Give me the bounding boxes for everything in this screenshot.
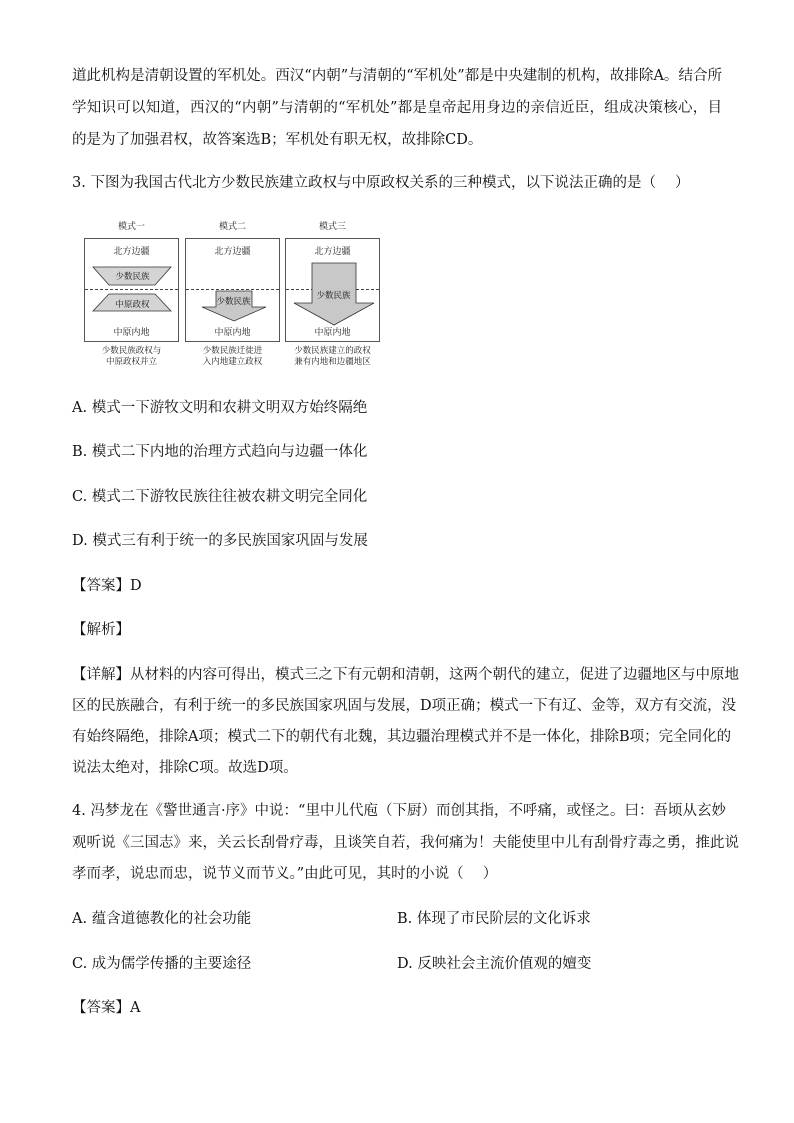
option-c: C. 模式二下游牧民族往往被农耕文明完全同化 [72,489,368,505]
question-4-stem: 观听说《三国志》来，关云长刮骨疗毒，且谈笑自若，我何痛为！夫能使里中儿有刮骨疗毒之勇，推此说 [72,835,739,851]
question-3-stem: 3. 下图为我国古代北方少数民族建立政权与中原政权关系的三种模式，以下说法正确的是（ ） [72,175,690,191]
detail-line: 说法太绝对，排除C项。故选D项。 [72,760,298,776]
arrow-label-central: 中原政权 [115,300,150,310]
text-line: 学知识可以知道，西汉的“内朝”与清朝的“军机处”都是皇帝起用身边的亲信近臣，组成决策核心，目 [72,100,722,116]
option-d: D. 模式三有利于统一的多民族国家巩固与发展 [72,533,368,549]
heartland-label: 中原内地 [314,328,351,338]
option-a: A. 蕴含道德教化的社会功能 [72,911,252,927]
detail-line: 有始终隔绝，排除A项；模式二下的朝代有北魏，其边疆治理模式并不是一体化，排除B项；完全同化的 [72,729,732,745]
mode-caption-1: 少数民族政权与 中原政权并立 [101,346,162,367]
answer-tag: 【答案】 [72,578,130,594]
mode-title-3: 模式三 [318,222,346,232]
answer-tag: 【答案】 [72,1000,130,1016]
analysis-tag: 【解析】 [72,622,130,638]
answer-line [72,576,142,596]
question-4-stem: 4. 冯梦龙在《警世通言·序》中说：“里中儿代庖（下厨）而创其指，不呼痛，或怪之。曰：吾顷从玄妙 [72,803,726,819]
heartland-label: 中原内地 [214,328,251,338]
frontier-label: 北方边疆 [214,247,251,257]
option-a: A. 模式一下游牧文明和农耕文明双方始终隔绝 [72,400,368,416]
frontier-label: 北方边疆 [113,247,150,257]
detail-line: 区的民族融合，有利于统一的多民族国家巩固与发展，D项正确；模式一下有辽、金等，双方有交流，没 [72,698,737,714]
mode-title-2: 模式二 [218,222,246,232]
option-c: C. 成为儒学传播的主要途径 [72,956,252,972]
mode-title-1: 模式一 [117,222,145,232]
option-b: B. 体现了市民阶层的文化诉求 [397,911,591,927]
answer-value: A [130,1000,141,1016]
mode-caption-2: 少数民族迁徙进 入内地建立政权 [202,346,263,367]
arrow-label-minority: 少数民族 [216,297,251,307]
mode-panel-1 [84,238,179,342]
text-line: 道此机构是清朝设置的军机处。西汉“内朝”与清朝的“军机处”都是中央建制的机构，故排除A。结合所 [72,68,722,84]
option-d: D. 反映社会主流价值观的嬗变 [397,956,592,972]
frontier-label: 北方边疆 [314,247,351,257]
arrow-label-minority: 少数民族 [316,291,351,301]
mode-panel-3 [285,238,380,342]
option-b: B. 模式二下内地的治理方式趋向与边疆一体化 [72,444,368,460]
text-line: 的是为了加强君权，故答案选B；军机处有职无权，故排除CD。 [72,132,483,148]
detail-line: 【详解】从材料的内容可得出，模式三之下有元朝和清朝，这两个朝代的建立，促进了边疆地区与中原地 [72,667,739,683]
question-4-stem: 孝而孝，说忠而忠，说节义而节义。”由此可见，其时的小说（ ） [72,866,498,882]
mode-caption-3: 少数民族建立的政权 兼有内地和边疆地区 [294,346,371,367]
mode-diagram [84,214,384,374]
answer-line [72,998,140,1018]
mode-panel-2 [185,238,280,342]
answer-value: D [130,578,142,594]
arrow-label-minority: 少数民族 [115,272,150,282]
heartland-label: 中原内地 [113,328,150,338]
